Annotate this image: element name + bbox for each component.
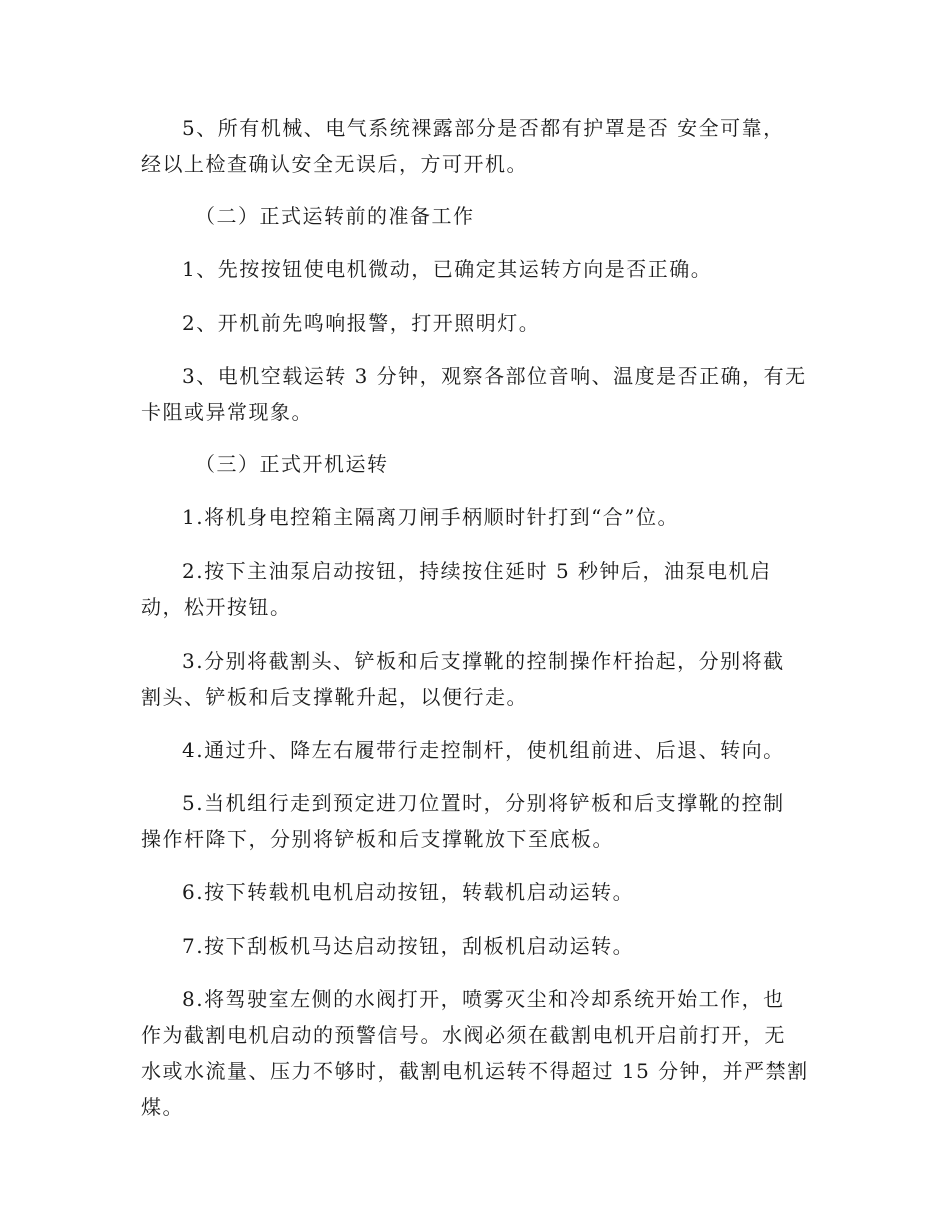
step-4-line-1: 4.通过升、降左右履带行走控制杆，使机组前进、后退、转向。 bbox=[182, 738, 785, 762]
paragraph-5-line-2: 卡阻或异常现象。 bbox=[141, 400, 313, 424]
step-6-line-1: 6.按下转载机电机启动按钮，转载机启动运转。 bbox=[182, 880, 635, 904]
paragraph-1-line-2: 经以上检查确认安全无误后，方可开机。 bbox=[141, 152, 528, 176]
step-7-line-1: 7.按下刮板机马达启动按钮，刮板机启动运转。 bbox=[182, 934, 635, 958]
step-3-line-2: 割头、铲板和后支撑靴升起，以便行走。 bbox=[141, 685, 528, 709]
step-8-line-1: 8.将驾驶室左侧的水阀打开，喷雾灭尘和冷却系统开始工作，也 bbox=[182, 987, 785, 1011]
step-2-line-1: 2.按下主油泵启动按钮，持续按住延时 5 秒钟后，油泵电机启 bbox=[182, 559, 772, 583]
step-8-line-4: 煤。 bbox=[141, 1095, 184, 1119]
step-3-line-1: 3.分别将截割头、铲板和后支撑靴的控制操作杆抬起，分别将截 bbox=[182, 649, 785, 673]
step-8-line-3: 水或水流量、压力不够时，截割电机运转不得超过 15 分钟，并严禁割 bbox=[141, 1059, 809, 1083]
step-5-line-1: 5.当机组行走到预定进刀位置时，分别将铲板和后支撑靴的控制 bbox=[182, 791, 785, 815]
paragraph-5-line-1: 3、电机空载运转 3 分钟，观察各部位音响、温度是否正确，有无 bbox=[182, 364, 807, 388]
section-heading-3: （三）正式开机运转 bbox=[195, 452, 389, 476]
paragraph-3-line-1: 1、先按按钮使电机微动，已确定其运转方向是否正确。 bbox=[182, 257, 713, 281]
step-8-line-2: 作为截割电机启动的预警信号。水阀必须在截割电机开启前打开，无 bbox=[141, 1023, 786, 1047]
paragraph-1-line-1: 5、所有机械、电气系统裸露部分是否都有护罩是否 安全可靠， bbox=[182, 116, 785, 140]
step-1-line-1: 1.将机身电控箱主隔离刀闸手柄顺时针打到“合”位。 bbox=[182, 505, 680, 529]
step-5-line-2: 操作杆降下，分别将铲板和后支撑靴放下至底板。 bbox=[141, 827, 614, 851]
paragraph-4-line-1: 2、开机前先鸣响报警，打开照明灯。 bbox=[182, 311, 541, 335]
section-heading-2: （二）正式运转前的准备工作 bbox=[195, 204, 475, 228]
step-2-line-2: 动，松开按钮。 bbox=[141, 595, 292, 619]
